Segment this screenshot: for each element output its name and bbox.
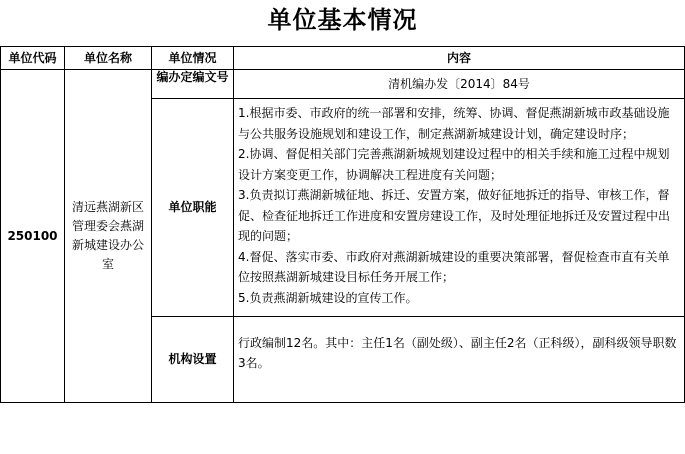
doc-label-cell xyxy=(152,70,234,99)
duty-item: 3.负责拟订燕湖新城征地、拆迁、安置方案，做好征地拆迁的指导、审核工作，督促、检查征地拆迁工作进度和安置房建设工作，及时处理征地拆迁及安置过程中出现的问题； xyxy=(238,188,671,243)
unit-info-table xyxy=(0,46,685,403)
page-title: 单位基本情况 xyxy=(267,6,418,34)
header-row xyxy=(1,47,685,70)
header-unit-situation: 单位情况 xyxy=(152,47,234,70)
staff-label: 机构设置 xyxy=(152,317,234,403)
unit-code: 250100 xyxy=(1,70,65,403)
duty-item: 2.协调、督促相关部门完善燕湖新城规划建设过程中的相关手续和施工过程中规划设计方案变更工作，协调解决工程进度有关问题； xyxy=(238,147,670,182)
header-content: 内容 xyxy=(234,47,685,70)
duty-item: 4.督促、落实市委、市政府对燕湖新城建设的重要决策部署，督促检查市直有关单位按照燕湖新城建设目标任务开展工作； xyxy=(238,249,670,284)
duties-content xyxy=(234,99,685,317)
doc-value: 清机编办发〔2014〕84号 xyxy=(234,70,685,99)
doc-row xyxy=(1,70,685,99)
duty-item: 1.根据市委、市政府的统一部署和安排，统筹、协调、督促燕湖新城市政基础设施与公共服务设施规划和建设工作，制定燕湖新城建设计划，确定建设时序； xyxy=(238,106,670,141)
duty-item: 5.负责燕湖新城建设的宣传工作。 xyxy=(238,290,418,305)
header-unit-code: 单位代码 xyxy=(1,47,65,70)
staff-value: 行政编制12名。其中：主任1名（副处级）、副主任2名（正科级），副科级领导职数3名。 xyxy=(234,317,685,403)
header-unit-name: 单位名称 xyxy=(65,47,152,70)
unit-name: 清远燕湖新区管理委会燕湖新城建设办公室 xyxy=(65,70,152,403)
duties-label: 单位职能 xyxy=(152,99,234,317)
doc-label: 编办定编文号 xyxy=(156,70,229,84)
